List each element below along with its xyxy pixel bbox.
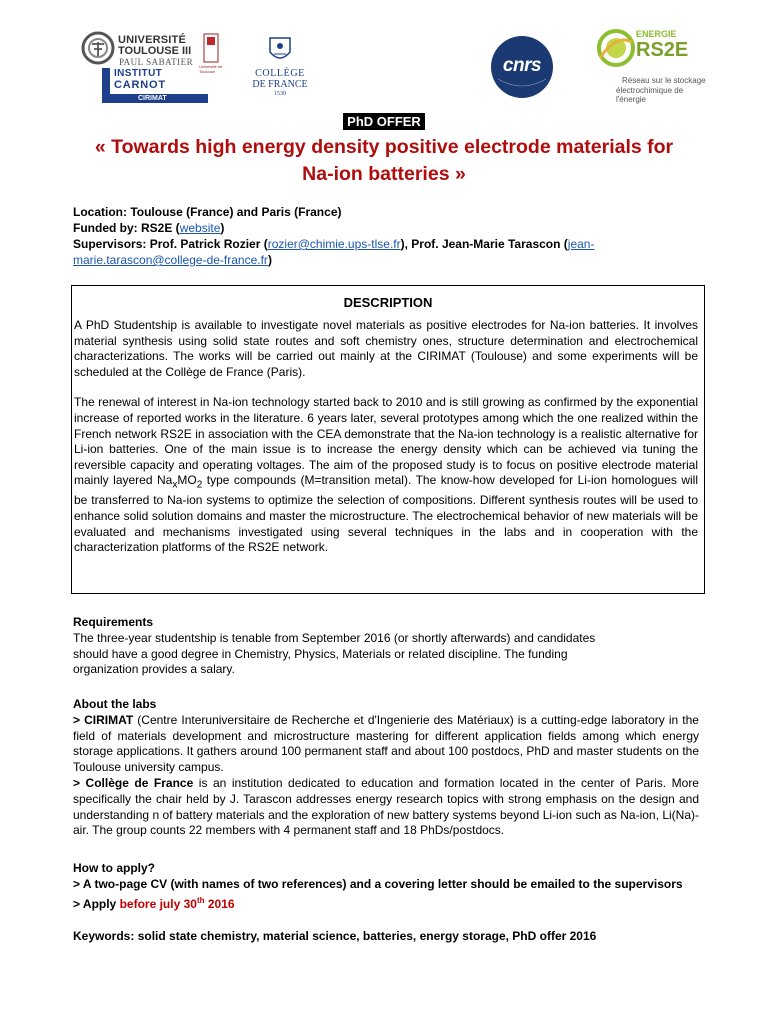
description-p2-part-b: MO	[177, 473, 197, 488]
labs-heading: About the labs	[73, 697, 157, 711]
location-label: Location:	[73, 205, 131, 219]
description-p2-part-c: type compounds (M=transition metal). The know-how developed for Li-ion homologues will be transferred to Na-ion systems to optimize the selection of compositions. Different synthesis routes will be used to enhance solid solution domains and master the microstructure. The electrochemical behavior of new materials will be evaluated and mechanisms investigated using several techniques in the labs and in cooperation with the characterization platforms of the RS2E network.	[74, 473, 698, 555]
universite-toulouse-carnot-logo	[80, 30, 230, 104]
keywords-row	[73, 929, 699, 945]
cirimat-name: > CIRIMAT	[73, 712, 134, 727]
requirements-heading: Requirements	[73, 615, 154, 629]
apply-line-1: > A two-page CV (with names of two references) and a covering letter should be emailed to the supervisors	[73, 876, 683, 891]
supervisor2-close: )	[267, 253, 272, 267]
offer-meta	[73, 204, 673, 268]
location-row	[73, 204, 673, 220]
apply-deadline-text: before july 30	[119, 896, 197, 911]
rs2e-tag2: électrochimique de l'énergie	[616, 86, 684, 104]
keywords-label: Keywords:	[73, 929, 135, 943]
ut-sub-text: PAUL SABATIER	[119, 57, 194, 67]
title-line-1: « Towards high energy density positive electrode materials for	[94, 136, 674, 158]
labs-section	[73, 697, 699, 839]
funded-row	[73, 220, 673, 236]
apply-deadline-year: 2016	[204, 896, 235, 911]
cdf-name: > Collège de France	[73, 775, 194, 790]
phd-offer-label: PhD OFFER	[343, 113, 425, 130]
carnot-line3: CIRIMAT	[138, 95, 167, 102]
title-line-2: Na-ion batteries »	[302, 163, 466, 185]
description-body	[74, 318, 698, 571]
funded-value: RS2E (	[141, 221, 180, 235]
ut-name-text: TOULOUSE III	[118, 45, 192, 57]
requirements-line-3: organization provides a salary.	[73, 662, 235, 677]
cdf-line2: DE FRANCE	[252, 79, 308, 90]
supervisors-label: Supervisors:	[73, 237, 150, 251]
description-p2-sub-x: x	[172, 479, 178, 491]
requirements-line-2: should have a good degree in Chemistry, Physics, Materials or related discipline. The funding	[73, 646, 568, 661]
apply-heading: How to apply?	[73, 861, 155, 875]
rs2e-line2: RS2E	[636, 39, 689, 61]
apply-deadline-sup: th	[196, 895, 205, 905]
supervisor1-email-link[interactable]: rozier@chimie.ups-tlse.fr	[267, 237, 401, 251]
rs2e-tag1: Réseau sur le stockage	[622, 76, 706, 85]
description-p2-part-a: The renewal of interest in Na-ion technology started back to 2010 and is still growing as confirmed by the exponential increase of reported works in the literature. 6 years later, several prototypes among which the one realized within the French network RS2E in association with the CEA demonstrate that the Na-ion technology is a realistic alternative for Li-ion batteries. One of the main issue is to increase the energy density which can be achieved via tuning the reversible capacity and operating voltages. The aim of the proposed study is to focus on positive electrode material mainly layered Na	[74, 395, 698, 488]
rs2e-line1: ENERGIE	[636, 29, 677, 39]
apply-prefix: > Apply	[73, 896, 120, 911]
funded-label: Funded by:	[73, 221, 141, 235]
ut-side-text: Université de Toulouse	[199, 64, 223, 74]
website-link[interactable]: website	[179, 221, 221, 235]
requirements-line-1: The three-year studentship is tenable from September 2016 (or shortly afterwards) and candidates	[73, 630, 596, 645]
energie-rs2e-logo	[596, 28, 706, 108]
cdf-line1: COLLÈGE	[255, 68, 305, 79]
cirimat-text: (Centre Interuniversitaire de Recherche et d'Ingenierie des Matériaux) is a cutting-edge laboratory in the field of materials development and microstructure mastering for different application fields among which energy storage applications. It gathers around 100 permanent staff and about 100 postdocs, PhD and master students on the Toulouse university campus.	[73, 712, 699, 775]
funded-close: )	[220, 221, 225, 235]
cnrs-logo	[490, 35, 554, 99]
description-box	[71, 285, 705, 594]
crest-icon	[244, 36, 316, 66]
apply-section	[73, 861, 699, 912]
description-p2-sub-2: 2	[196, 479, 203, 491]
cdf-year: 1530	[274, 91, 286, 97]
supervisor2-name: ), Prof. Jean-Marie Tarascon (	[400, 237, 568, 251]
supervisor2-email-link[interactable]: jean-marie.tarascon@college-de-france.fr	[73, 237, 595, 267]
labs-cirimat	[73, 713, 699, 776]
keywords-section	[73, 929, 699, 945]
apply-line-2	[73, 893, 699, 913]
cnrs-text: cnrs	[502, 55, 542, 76]
phd-offer-label-wrap	[0, 113, 768, 131]
description-paragraph-1: A PhD Studentship is available to investigate novel materials as positive electrodes for Na-ion batteries. It involves material synthesis using solid state routes and soft chemistry ones, structure determination and electrochemical characterizations. The works will be carried out mainly at the CIRIMAT (Toulouse) and some experiments will be scheduled at the Collège de France (Paris).	[74, 318, 698, 379]
ut-univ-text: UNIVERSITÉ	[118, 34, 187, 46]
supervisor1-name: Prof. Patrick Rozier (	[149, 237, 268, 251]
cdf-text: is an institution dedicated to education and formation located in the center of Paris. More specifically the chair held by J. Tarascon addresses energy research topics with strong emphasis on the design and understanding n of battery materials and the exploration of new battery systems beyond Li-ion such as Na-ion, Li(Na)-air. The group counts 22 members with 4 permanent staff and 18 PhDs/postdocs.	[73, 775, 699, 838]
location-value: Toulouse (France) and Paris (France)	[130, 205, 342, 219]
college-de-france-logo	[244, 36, 316, 102]
apply-deadline	[120, 897, 235, 911]
requirements-section	[73, 615, 699, 678]
description-paragraph-2	[74, 395, 698, 555]
labs-cdf	[73, 776, 699, 839]
keywords-value: solid state chemistry, material science, batteries, energy storage, PhD offer 2016	[134, 929, 597, 943]
carnot-line2: CARNOT	[114, 79, 166, 91]
page-title	[60, 134, 708, 188]
supervisors-row	[73, 236, 673, 268]
description-heading: DESCRIPTION	[343, 295, 433, 310]
carnot-line1: INSTITUT	[114, 68, 163, 79]
